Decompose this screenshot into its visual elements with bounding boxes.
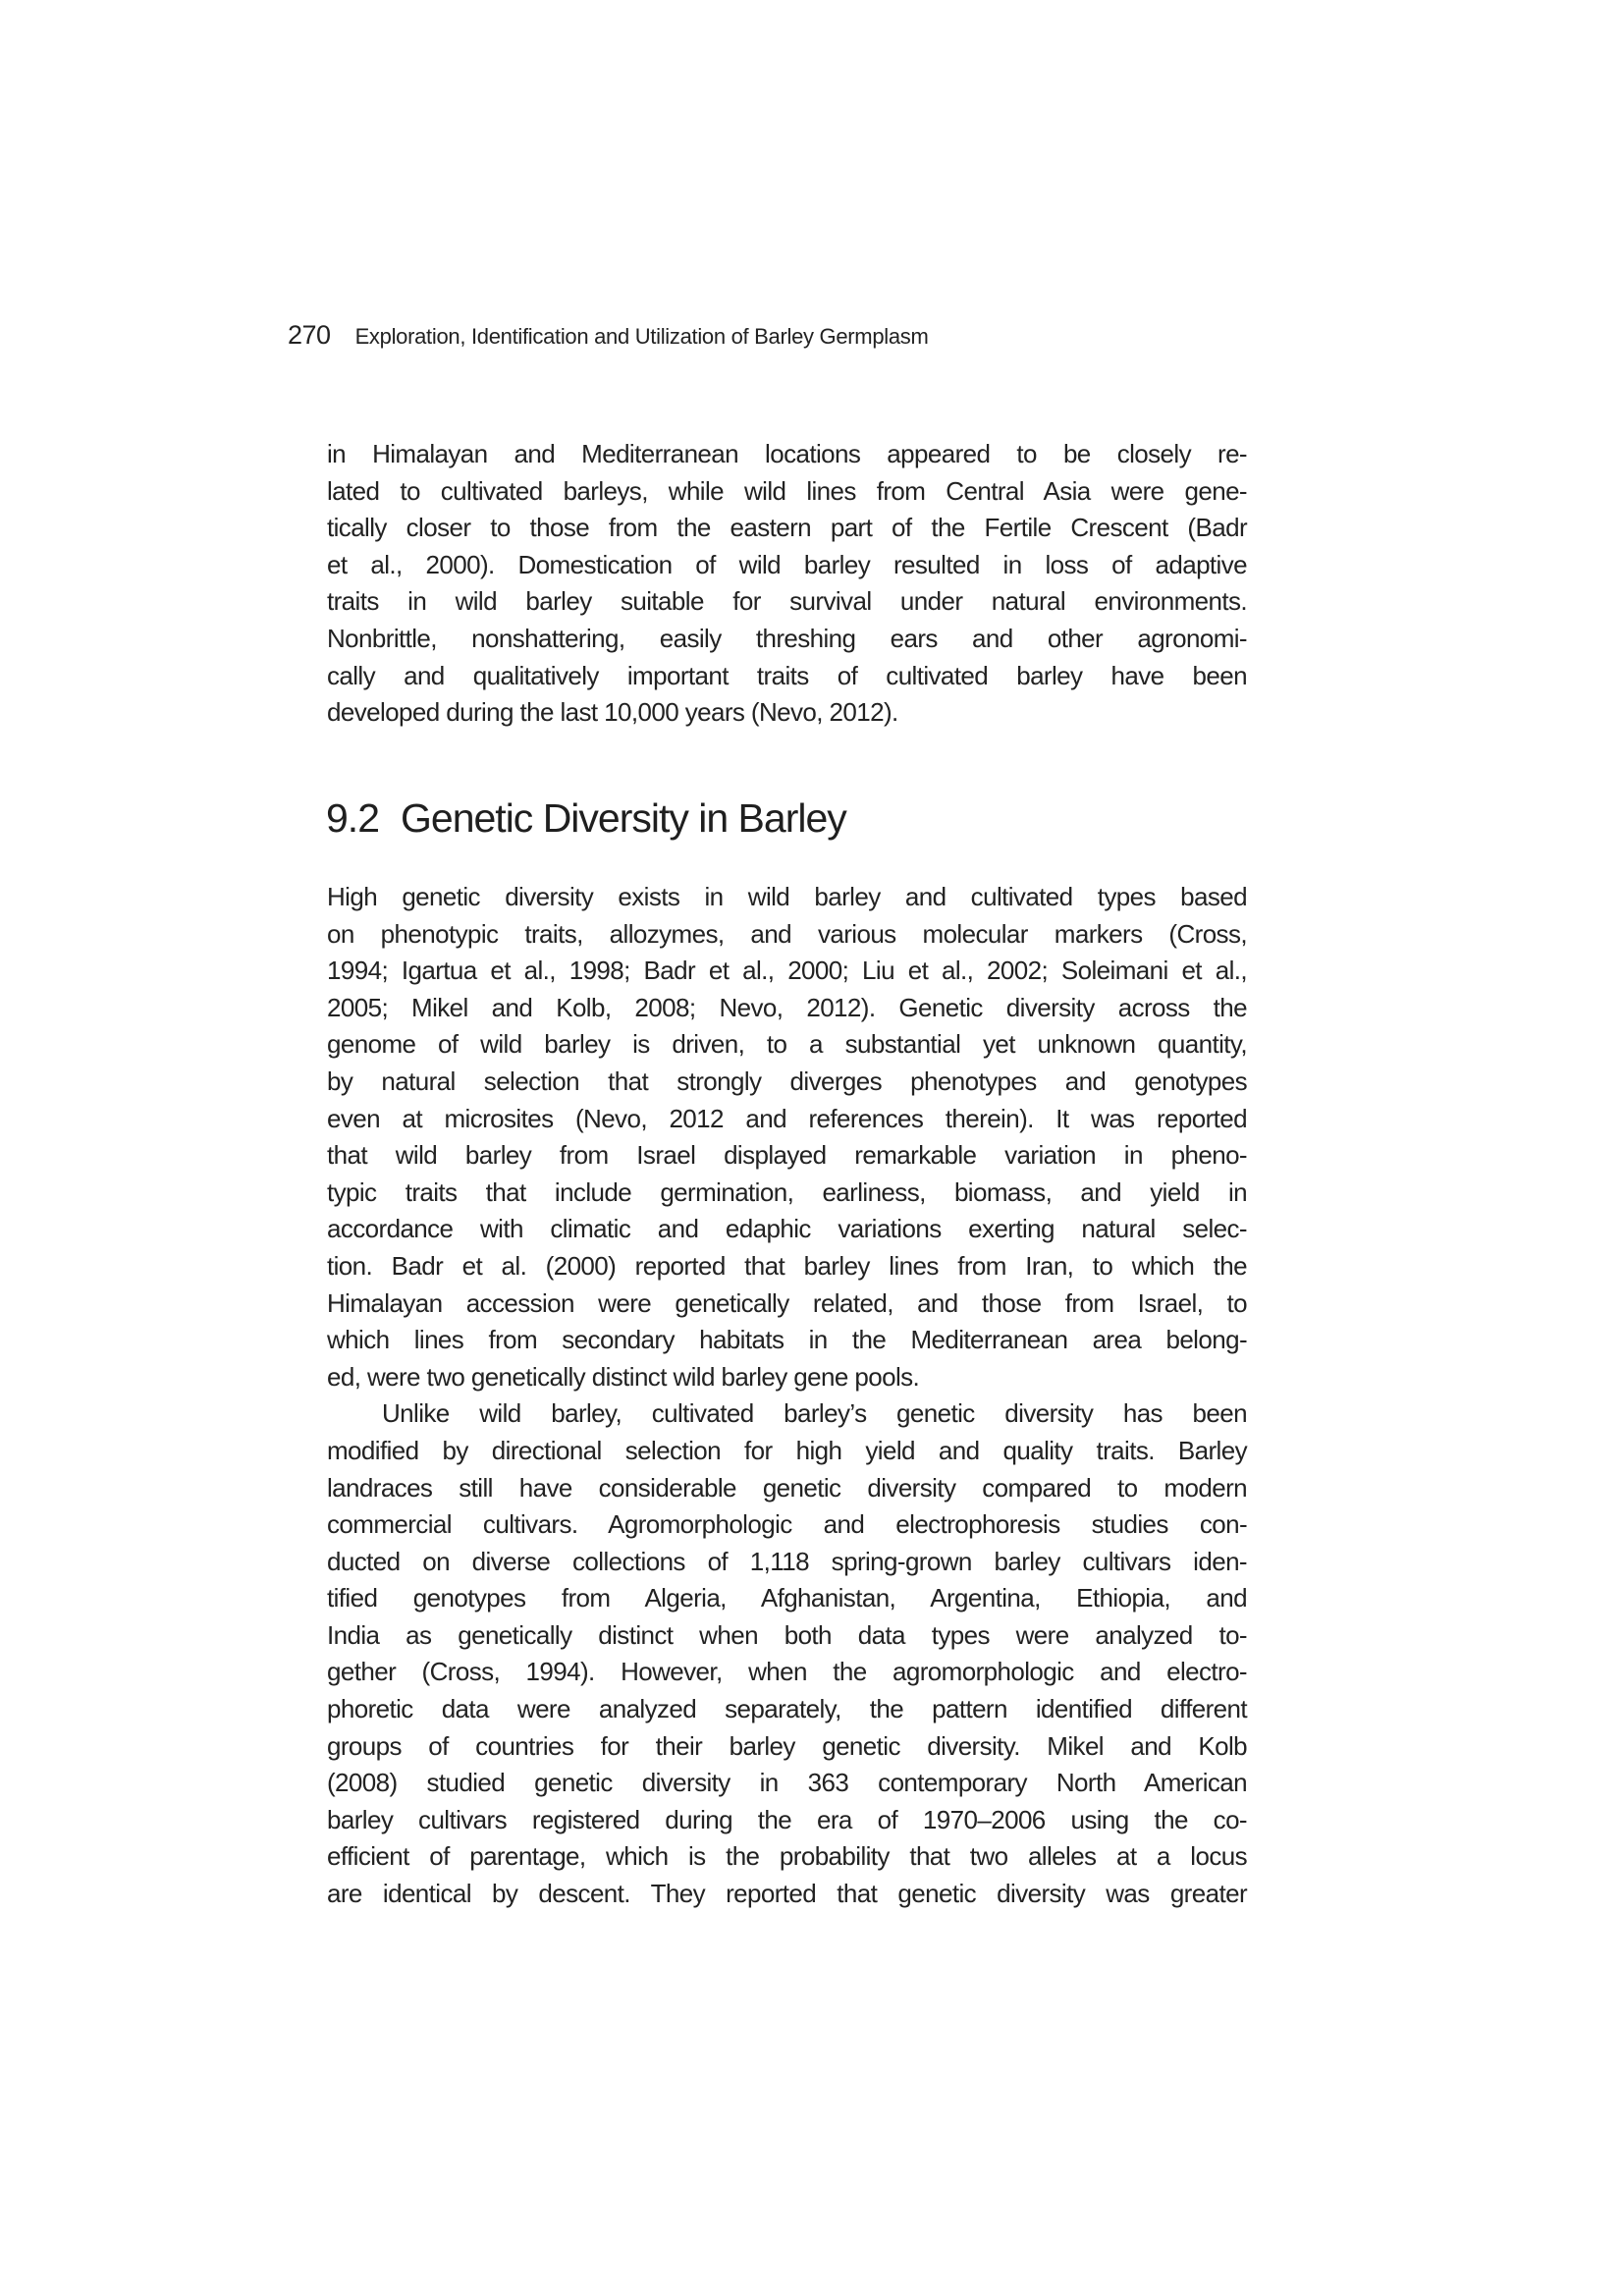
text-line: lated to cultivated barleys, while wild lines from Central Asia were gene- xyxy=(327,475,1247,506)
section-number: 9.2 xyxy=(326,795,379,841)
text-line: that wild barley from Israel displayed remarkable variation in pheno- xyxy=(327,1140,1247,1171)
text-line: High genetic diversity exists in wild barley and cultivated types based xyxy=(327,882,1247,911)
text-line: even at microsites (Nevo, 2012 and references therein). It was reported xyxy=(327,1103,1247,1133)
text-line: by natural selection that strongly diverges phenotypes and genotypes xyxy=(327,1066,1247,1096)
text-line: tified genotypes from Algeria, Afghanistan, Argentina, Ethiopia, and xyxy=(327,1583,1247,1613)
text-line: traits in wild barley suitable for survival under natural environments. xyxy=(327,586,1247,617)
text-line: Nonbrittle, nonshattering, easily threshing ears and other agronomi- xyxy=(327,623,1247,653)
text-line: tion. Badr et al. (2000) reported that barley lines from Iran, to which the xyxy=(327,1250,1247,1281)
text-line: 2005; Mikel and Kolb, 2008; Nevo, 2012). Genetic diversity across the xyxy=(327,992,1247,1022)
text-line: tically closer to those from the eastern part of the Fertile Crescent (Badr xyxy=(327,513,1247,543)
text-line: typic traits that include germination, earliness, biomass, and yield in xyxy=(327,1176,1247,1207)
text-line: are identical by descent. They reported that genetic diversity was greater xyxy=(327,1879,1247,1909)
text-line: developed during the last 10,000 years (Nevo, 2012). xyxy=(327,697,898,728)
text-line: landraces still have considerable genetic diversity compared to modern xyxy=(327,1472,1247,1503)
text-line: in Himalayan and Mediterranean locations appeared to be closely re- xyxy=(327,439,1247,468)
text-line: commercial cultivars. Agromorphologic and electrophoresis studies con- xyxy=(327,1509,1247,1540)
text-line: on phenotypic traits, allozymes, and various molecular markers (Cross, xyxy=(327,918,1247,949)
text-line: genome of wild barley is driven, to a substantial yet unknown quantity, xyxy=(327,1029,1247,1060)
text-line: phoretic data were analyzed separately, the pattern identified different xyxy=(327,1694,1247,1724)
text-line: et al., 2000). Domestication of wild barley resulted in loss of adaptive xyxy=(327,549,1247,579)
page-number: 270 xyxy=(288,320,331,350)
continued-paragraph xyxy=(327,436,1247,732)
section-title: Genetic Diversity in Barley xyxy=(401,795,846,841)
text-line: (2008) studied genetic diversity in 363 contemporary North American xyxy=(327,1768,1247,1798)
text-line: which lines from secondary habitats in the Mediterranean area belong- xyxy=(327,1325,1247,1355)
text-line: modified by directional selection for high yield and quality traits. Barley xyxy=(327,1435,1247,1465)
section-heading xyxy=(326,795,846,842)
text-line: India as genetically distinct when both data types were analyzed to- xyxy=(327,1619,1247,1650)
text-line: groups of countries for their barley genetic diversity. Mikel and Kolb xyxy=(327,1730,1247,1761)
running-head xyxy=(288,320,929,354)
text-line: ed, were two genetically distinct wild barley gene pools. xyxy=(327,1361,920,1392)
text-line: efficient of parentage, which is the probability that two alleles at a locus xyxy=(327,1841,1247,1872)
text-line: accordance with climatic and edaphic variations exerting natural selec- xyxy=(327,1214,1247,1244)
text-line: Himalayan accession were genetically related, and those from Israel, to xyxy=(327,1287,1247,1318)
text-line: ducted on diverse collections of 1,118 spring-grown barley cultivars iden- xyxy=(327,1546,1247,1576)
running-title: Exploration, Identification and Utilization of Barley Germplasm xyxy=(354,324,929,349)
text-line: barley cultivars registered during the era of 1970–2006 using the co- xyxy=(327,1804,1247,1834)
section-paragraph-1 xyxy=(327,879,1247,1913)
text-line: Unlike wild barley, cultivated barley’s genetic diversity has been xyxy=(382,1398,1247,1429)
text-line: 1994; Igartua et al., 1998; Badr et al., 2000; Liu et al., 2002; Soleimani et al., xyxy=(327,956,1247,986)
text-line: gether (Cross, 1994). However, when the agromorphologic and electro- xyxy=(327,1657,1247,1687)
text-line: cally and qualitatively important traits of cultivated barley have been xyxy=(327,660,1247,690)
